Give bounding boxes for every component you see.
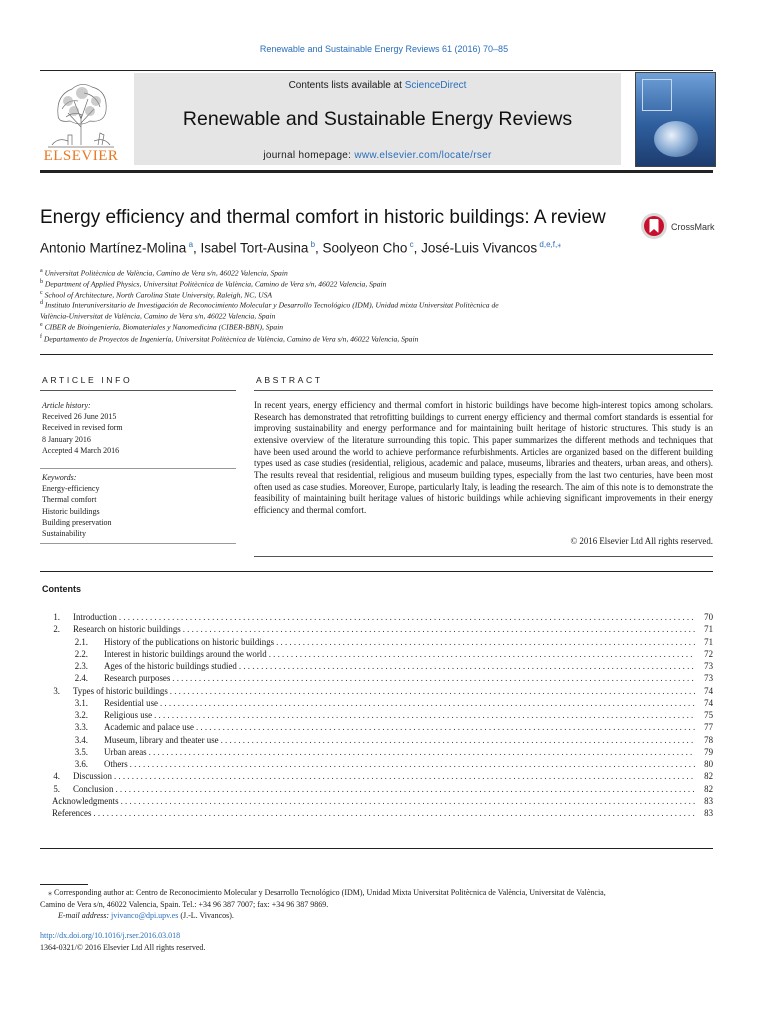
toc-entry[interactable] <box>40 637 713 649</box>
toc-entry[interactable] <box>40 808 713 820</box>
toc-entry-number: 3.4. <box>74 734 88 745</box>
elsevier-wordmark: ELSEVIER <box>43 148 119 164</box>
journal-name: Renewable and Sustainable Energy Reviews <box>182 108 573 130</box>
homepage-prefix: journal homepage: <box>263 150 355 161</box>
toc-entry[interactable] <box>40 771 713 783</box>
toc-entry-number: 2.3. <box>74 661 88 671</box>
toc-entry[interactable] <box>40 722 713 734</box>
history-line: Received 26 June 2015 <box>42 412 117 422</box>
toc-entry-number: 2. <box>53 624 60 635</box>
toc-entry[interactable] <box>40 796 713 808</box>
toc-leader-dots <box>114 771 695 781</box>
keyword: Building preservation <box>42 517 112 527</box>
contents-available-line <box>134 80 621 91</box>
toc-entry[interactable] <box>40 612 713 624</box>
header-rule-bottom <box>40 170 713 173</box>
toc-entry-label[interactable]: Discussion <box>73 771 112 782</box>
author-name[interactable]: Antonio Martínez-Molina <box>40 240 187 256</box>
history-line: Received in revised form <box>42 423 123 433</box>
toc-entry-label[interactable]: Academic and palace use <box>104 722 194 733</box>
toc-entry[interactable] <box>40 698 713 710</box>
toc-entry-number: 5. <box>53 783 60 794</box>
toc-leader-dots <box>119 612 695 622</box>
author-name[interactable]: Soolyeon Cho <box>322 240 408 256</box>
toc-entry[interactable] <box>40 673 713 685</box>
email-link[interactable]: jvivanco@dpi.upv.es <box>111 911 179 920</box>
affiliation-text: València-Universitat de València, Camino de Vera s/n, 46022 Valencia, Spain <box>40 311 276 321</box>
author-affiliation-mark[interactable]: b <box>310 240 316 249</box>
toc-page-number[interactable]: 79 <box>704 746 713 757</box>
toc-page-number[interactable]: 82 <box>704 783 713 794</box>
contents-heading: Contents <box>42 584 81 594</box>
author-list: Antonio Martínez-Molina $^a$, Isabel Tort-Ausina $^b$, Soolyeon Cho $^c$, José-Luis Vivancos $^{d,e,f,⁎}$ <box>40 240 562 256</box>
affiliation-line <box>40 332 720 345</box>
toc-page-number[interactable]: 75 <box>704 710 713 720</box>
abstract-heading: ABSTRACT <box>256 375 323 385</box>
affiliation-mark: a <box>40 268 43 274</box>
affiliation-text: School of Architecture, North Carolina State University, Raleigh, NC, USA <box>44 290 273 300</box>
cover-title-box <box>642 79 672 111</box>
footnote-line: Corresponding author at: Centro de Reconocimiento Molecular y Desarrollo Tecnológico (IDM), Unidad Mixta Universitat Politècnica de València, Universitat de València, <box>52 888 606 897</box>
toc-entry-label[interactable]: Ages of the historic buildings studied <box>104 661 237 671</box>
toc-entry-number: 3. <box>53 685 60 696</box>
abstract-copyright: © 2016 Elsevier Ltd All rights reserved. <box>570 536 713 546</box>
toc-leader-dots <box>196 722 695 732</box>
toc-page-number[interactable]: 73 <box>704 673 713 684</box>
contents-rule-bottom <box>40 848 713 849</box>
toc-leader-dots <box>221 735 695 745</box>
toc-entry-number: 3.5. <box>74 746 88 757</box>
cover-globe <box>654 121 698 157</box>
toc-entry-label[interactable]: Introduction <box>73 612 117 622</box>
toc-leader-dots <box>170 686 695 696</box>
toc-entry[interactable] <box>40 661 713 673</box>
toc-entry-label[interactable]: Conclusion <box>73 783 114 794</box>
toc-page-number[interactable]: 83 <box>704 795 713 806</box>
contents-rule-top <box>40 571 713 572</box>
toc-entry[interactable] <box>40 784 713 796</box>
toc-entry-label[interactable]: History of the publications on historic buildings <box>104 636 275 647</box>
crossmark-icon[interactable] <box>640 210 720 242</box>
toc-entry[interactable] <box>40 747 713 759</box>
toc-leader-dots <box>269 649 695 659</box>
toc-page-number[interactable]: 73 <box>704 661 713 671</box>
toc-entry-number: 3.1. <box>74 697 88 708</box>
toc-leader-dots <box>93 808 695 818</box>
toc-entry-label[interactable]: Acknowledgments <box>52 795 119 806</box>
toc-leader-dots <box>183 624 695 634</box>
toc-entry-number: 3.2. <box>74 710 88 720</box>
keywords-block <box>42 472 232 539</box>
toc-entry-label[interactable]: Interest in historic buildings around the world <box>104 648 267 659</box>
email-label: E-mail address: <box>58 911 112 920</box>
email-suffix: (J.-L. Vivancos). <box>178 911 234 920</box>
toc-entry[interactable] <box>40 686 713 698</box>
journal-homepage-line <box>134 150 621 161</box>
sciencedirect-link[interactable]: ScienceDirect <box>404 80 467 91</box>
keyword: Sustainability <box>42 529 86 539</box>
doi-block <box>40 930 440 953</box>
journal-cover-image <box>635 72 716 167</box>
issn-line: 1364-0321/© 2016 Elsevier Ltd All rights reserved. <box>40 942 206 952</box>
header-rule-top <box>40 70 713 71</box>
toc-page-number[interactable]: 74 <box>704 697 713 708</box>
toc-leader-dots <box>239 661 695 671</box>
author-name[interactable]: Isabel Tort-Ausina <box>200 240 309 256</box>
article-history <box>42 400 232 456</box>
table-of-contents <box>40 612 713 820</box>
article-info-rule-bottom <box>40 543 236 544</box>
keyword: Historic buildings <box>42 506 100 516</box>
toc-entry-number: 2.4. <box>74 673 88 684</box>
history-line: Accepted 4 March 2016 <box>42 445 120 455</box>
toc-entry-label[interactable]: Religious use <box>104 710 153 720</box>
toc-entry-label[interactable]: Research on historic buildings <box>73 624 181 635</box>
toc-page-number[interactable]: 70 <box>704 612 713 622</box>
affiliation-mark: b <box>40 279 43 285</box>
author-name[interactable]: José-Luis Vivancos <box>421 240 538 256</box>
abstract-rule <box>254 390 713 391</box>
toc-page-number[interactable]: 71 <box>704 624 713 635</box>
affiliation-text: Instituto Interuniversitario de Investigación de Reconocimiento Molecular y Desarrollo Tecnológico (IDM), Unidad mixta Universitat Politècnica de <box>44 300 499 310</box>
section-rule <box>40 354 713 355</box>
crossmark-label: CrossMark <box>671 222 715 232</box>
affiliation-mark: f <box>40 334 42 340</box>
keyword: Thermal comfort <box>42 495 97 505</box>
toc-page-number[interactable]: 74 <box>704 685 713 696</box>
doi-link[interactable]: http://dx.doi.org/10.1016/j.rser.2016.03.018 <box>40 931 181 940</box>
toc-leader-dots <box>115 784 695 794</box>
toc-page-number[interactable]: 71 <box>704 636 713 647</box>
footnote-line: Camino de Vera s/n, 46022 Valencia, Spain. Tel.: +34 96 387 7007; fax: +34 96 387 9869. <box>40 899 329 909</box>
corresponding-author-footnote <box>40 887 715 922</box>
toc-leader-dots <box>276 637 695 647</box>
affiliation-text: Universitat Politècnica de València, Camino de Vera s/n, 46022 Valencia, Spain <box>44 268 288 278</box>
toc-entry[interactable] <box>40 710 713 722</box>
article-info-rule <box>40 390 236 391</box>
toc-entry-number: 1. <box>53 612 60 622</box>
toc-entry-label[interactable]: References <box>52 808 92 818</box>
toc-page-number[interactable]: 78 <box>704 734 713 745</box>
affiliation-text: Department of Applied Physics, Universitat Politècnica de València, Camino de Vera s/n, 46022 Valencia, Spain <box>44 279 387 289</box>
affiliation-mark: c <box>40 290 43 296</box>
toc-entry-label[interactable]: Museum, library and theater use <box>104 734 219 745</box>
toc-entry-number: 3.3. <box>74 722 88 733</box>
toc-entry-number: 4. <box>53 771 60 782</box>
article-info-divider <box>40 468 236 469</box>
toc-leader-dots <box>121 796 695 806</box>
toc-entry-number: 2.1. <box>74 636 88 647</box>
toc-entry-number: 3.6. <box>74 759 88 769</box>
toc-entry-label[interactable]: Types of historic buildings <box>73 685 168 696</box>
keywords-label: Keywords: <box>42 473 77 482</box>
affiliation-text: CIBER de Bioingeniería, Biomateriales y Nanomedicina (CIBER-BBN), Spain <box>44 322 284 332</box>
history-line: 8 January 2016 <box>42 434 91 444</box>
article-info-heading: ARTICLE INFO <box>42 375 133 385</box>
abstract-text: In recent years, energy efficiency and thermal comfort in historic buildings have become high-interest topics among scholars. Research has demonstrated that retrofitting buildings to current energy efficiency and thermal comfort standards is essential for improving sustainability and energy performance and for maintaining built heritage of historic structures. This study is an extensive overview of the literature surrounding this topic. This paper summarizes the different methods and techniques that have been used around the world to achieve performance refurbishments. Articles are organized based on the different building types used as case studies (residential, religious, academic and palace, museums, libraries and theaters, urban areas, and others). The results reveal that residential, religious and museum building types, especially from the last two centuries, have been most often used as case studies. Moreover, Europe, particularly Italy, is leading the research. The aim of this note is to demonstrate the feasibility of maintaining built heritage values of historic buildings while achieving significant improvements in their energy efficiency and thermal comfort. <box>254 400 713 515</box>
toc-entry[interactable] <box>40 649 713 661</box>
history-label: Article history: <box>42 401 91 410</box>
toc-leader-dots <box>160 698 695 708</box>
author-affiliation-mark[interactable]: a <box>188 240 194 249</box>
footnote-rule <box>40 884 88 885</box>
toc-leader-dots <box>149 747 695 757</box>
toc-entry-label[interactable]: Others <box>104 759 128 769</box>
toc-leader-dots <box>172 673 695 683</box>
toc-page-number[interactable]: 72 <box>704 648 713 659</box>
affiliation-mark: d <box>40 300 43 306</box>
toc-entry-label[interactable]: Urban areas <box>104 746 147 757</box>
toc-page-number[interactable]: 80 <box>704 759 713 769</box>
toc-entry[interactable] <box>40 759 713 771</box>
toc-entry[interactable] <box>40 624 713 636</box>
toc-entry-label[interactable]: Research purposes <box>104 673 171 684</box>
affiliation-mark: e <box>40 322 43 328</box>
toc-entry-label[interactable]: Residential use <box>104 697 158 708</box>
toc-leader-dots <box>154 710 695 720</box>
footnote-marker: ⁎ <box>48 888 52 897</box>
toc-page-number[interactable]: 77 <box>704 722 713 733</box>
contents-available-prefix: Contents lists available at <box>288 80 405 91</box>
toc-entry-number: 2.2. <box>74 648 88 659</box>
keyword: Energy-efficiency <box>42 484 100 494</box>
toc-page-number[interactable]: 82 <box>704 771 713 782</box>
homepage-link[interactable]: www.elsevier.com/locate/rser <box>354 150 492 161</box>
author-affiliation-mark[interactable]: d,e,f,⁎ <box>539 240 562 249</box>
author-affiliation-mark[interactable]: c <box>409 240 414 249</box>
journal-citation[interactable]: Renewable and Sustainable Energy Reviews 61 (2016) 70–85 <box>259 44 509 54</box>
affiliation-text: Departamento de Proyectos de Ingeniería, Universitat Politècnica de València, Camino de Vera s/n, 46022 Valencia, Spain <box>43 334 419 344</box>
abstract-rule-bottom <box>254 556 713 557</box>
article-title: Energy efficiency and thermal comfort in historic buildings: A review <box>40 207 606 228</box>
toc-leader-dots <box>130 759 695 769</box>
toc-entry[interactable] <box>40 735 713 747</box>
toc-page-number[interactable]: 83 <box>704 808 713 818</box>
